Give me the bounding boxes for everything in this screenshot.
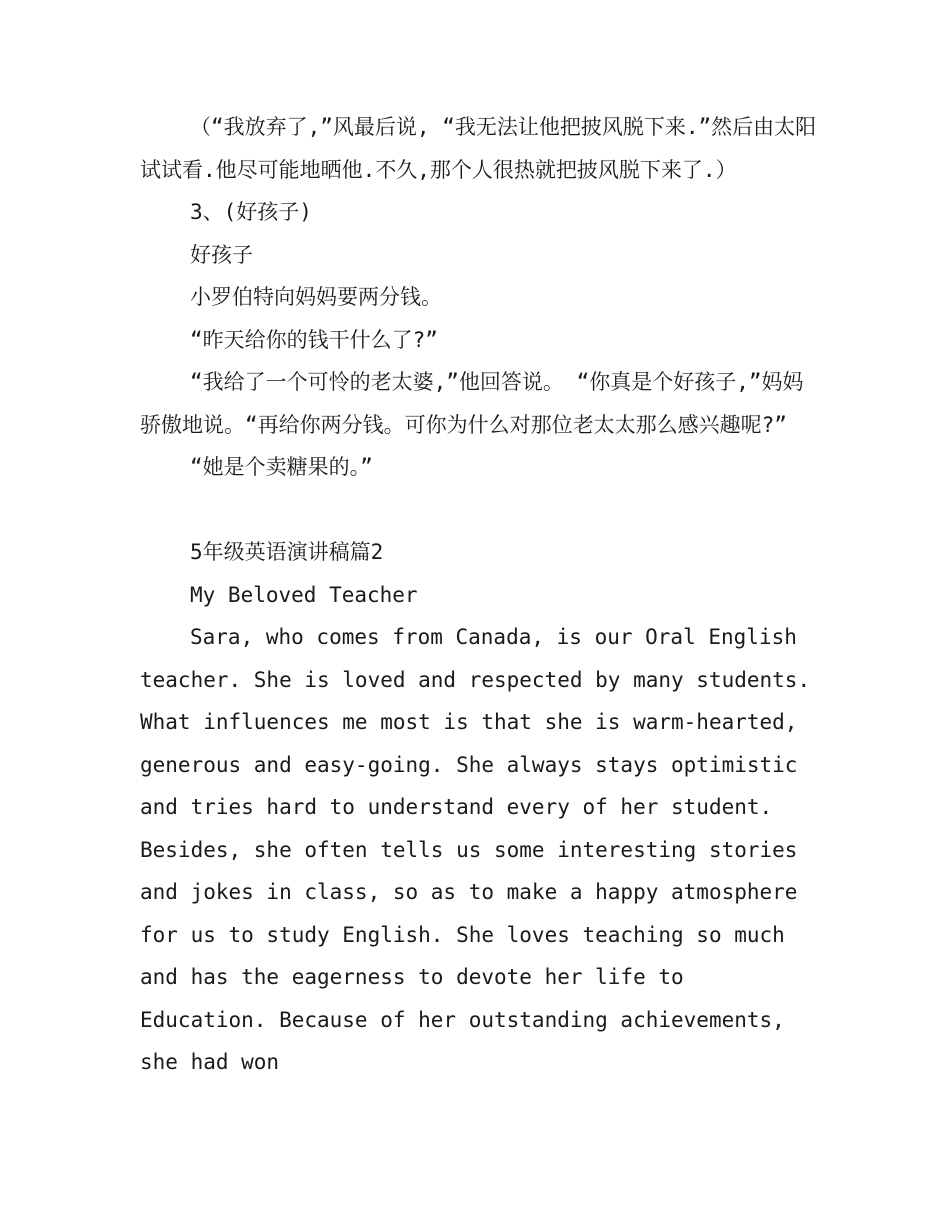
speech-section-title: 5年级英语演讲稿篇2 <box>190 540 384 564</box>
blank-line <box>140 489 820 532</box>
story-paragraph: “昨天给你的钱干什么了?” <box>190 327 438 352</box>
story-paragraph: “我给了一个可怜的老太婆,”他回答说。 “你真是个好孩子,”妈妈骄傲地说。“再给你两分钱。可你为什么对那位老太太那么感兴趣呢?” <box>140 370 804 437</box>
story-title: 好孩子 <box>190 242 253 267</box>
fable-ending-paragraph: （“我放弃了,”风最后说, “我无法让他把披风脱下来.”然后由太阳试试看.他尽可能地晒他.不久,那个人很热就把披风脱下来了.） <box>140 115 817 182</box>
speech-body-paragraph: Sara, who comes from Canada, is our Oral English teacher. She is loved and respected by many students. What influences me most is that she is warm-hearted, generous and easy-going. She always stays optimistic and tries hard to understand every of her student. Besides, she often tells us some interesting stories and jokes in class, so as to make a happy atmosphere for us to study English. She loves teaching so much and has the eagerness to devote her life to Education. Because of her outstanding achievements, she had won <box>140 625 823 1074</box>
story-paragraph: “她是个卖糖果的。” <box>190 455 373 479</box>
story-paragraph: 小罗伯特向妈妈要两分钱。 <box>190 285 442 309</box>
document-body <box>140 106 823 1084</box>
speech-title: My Beloved Teacher <box>190 582 418 607</box>
section-heading-3: 3、(好孩子) <box>190 200 312 224</box>
